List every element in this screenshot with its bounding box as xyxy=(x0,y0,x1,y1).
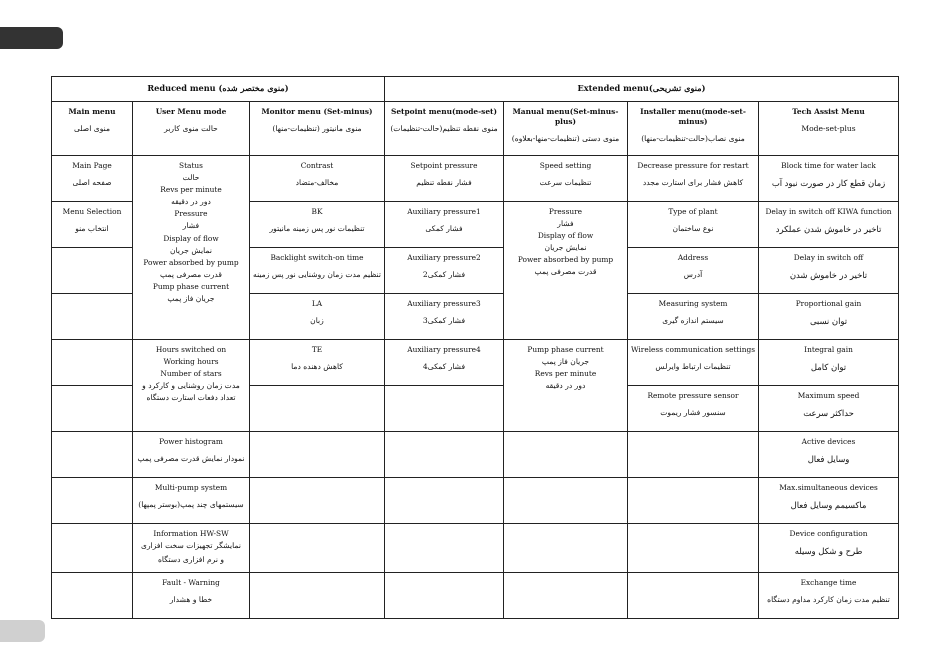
main-menu-empty-cell xyxy=(52,248,133,294)
user-status-cell: Status حالت Revs per minute دور در دقیقه Pressure فشار Display of flow نمایش جریان Power absorbed by pump قدرت مصرفی پمپ Pump phase current جریان فاز پمپ xyxy=(133,156,250,340)
extended-menu-header: Extended menu(منوی تشریحی) xyxy=(385,77,899,102)
tech-menu-cell: Delay in switch off KIWA function تاخیر در خاموش شدن عملکرد xyxy=(759,202,899,248)
tech-menu-cell: Active devices وسایل فعال xyxy=(759,432,899,478)
page-number-tab xyxy=(0,620,45,642)
col-setpoint-menu: Setpoint menu(mode-set) منوی نقطه تنظیم(حالت-تنظیمات) xyxy=(385,102,504,156)
tech-menu-cell: Max.simultaneous devices ماکسیمم وسایل فعال xyxy=(759,478,899,524)
user-menu-cell: Fault - Warning خطا و هشدار xyxy=(133,573,250,619)
tech-menu-cell: Maximum speed حداکثر سرعت xyxy=(759,386,899,432)
setpoint-menu-cell: Auxiliary pressure1 فشار کمکی xyxy=(385,202,504,248)
col-user-menu: User Menu mode حالت منوی کاربر xyxy=(133,102,250,156)
monitor-menu-empty-cell xyxy=(250,573,385,619)
installer-menu-cell: Measuring system سیستم اندازه گیری xyxy=(628,294,759,340)
manual-menu-empty-cell xyxy=(504,432,628,478)
col-monitor-menu: Monitor menu (Set-minus) منوی مانیتور (تنظیمات-منها) xyxy=(250,102,385,156)
setpoint-menu-empty-cell xyxy=(385,386,504,432)
installer-menu-cell: Type of plant نوع ساختمان xyxy=(628,202,759,248)
monitor-menu-cell: BK تنظیمات نور پس زمینه مانیتور xyxy=(250,202,385,248)
main-menu-empty-cell xyxy=(52,340,133,386)
monitor-menu-cell: Backlight switch-on time تنظیم مدت زمان روشنایی نور پس زمینه xyxy=(250,248,385,294)
installer-menu-empty-cell xyxy=(628,432,759,478)
manual-menu-empty-cell xyxy=(504,524,628,573)
main-menu-empty-cell xyxy=(52,386,133,432)
main-menu-empty-cell xyxy=(52,524,133,573)
installer-menu-empty-cell xyxy=(628,524,759,573)
monitor-menu-cell: LA زبان xyxy=(250,294,385,340)
main-menu-empty-cell xyxy=(52,478,133,524)
col-tech-menu: Tech Assist Menu Mode-set-plus xyxy=(759,102,899,156)
monitor-menu-empty-cell xyxy=(250,386,385,432)
installer-menu-cell: Remote pressure sensor سنسور فشار ریموت xyxy=(628,386,759,432)
menu-structure-table xyxy=(51,76,899,619)
monitor-menu-empty-cell xyxy=(250,524,385,573)
manual-menu-cell: Pressure فشار Display of flow نمایش جریان Power absorbed by pump قدرت مصرفی پمپ xyxy=(504,202,628,340)
setpoint-menu-empty-cell xyxy=(385,432,504,478)
tech-menu-cell: Integral gain توان کامل xyxy=(759,340,899,386)
manual-menu-cell: Speed setting تنظیمات سرعت xyxy=(504,156,628,202)
tech-menu-cell: Proportional gain توان نسبی xyxy=(759,294,899,340)
tech-menu-cell: Block time for water lack زمان قطع کار در صورت نبود آب xyxy=(759,156,899,202)
user-menu-cell: Multi-pump system سیستمهای چند پمپ(بوستر پمپها) xyxy=(133,478,250,524)
main-menu-empty-cell xyxy=(52,294,133,340)
user-menu-cell: Power histogram نمودار نمایش قدرت مصرفی پمپ xyxy=(133,432,250,478)
page-tab-marker xyxy=(0,27,63,49)
setpoint-menu-cell: Setpoint pressure فشار نقطه تنظیم xyxy=(385,156,504,202)
setpoint-menu-cell: Auxiliary pressure4 فشار کمکی4 xyxy=(385,340,504,386)
tech-menu-cell: Device configuration طرح و شکل وسیله xyxy=(759,524,899,573)
setpoint-menu-empty-cell xyxy=(385,573,504,619)
installer-menu-empty-cell xyxy=(628,478,759,524)
setpoint-menu-empty-cell xyxy=(385,478,504,524)
manual-menu-cell: Pump phase current جریان فاز پمپ Revs per minute دور در دقیقه xyxy=(504,340,628,432)
user-menu-cell: Information HW-SW نمایشگر تجهیزات سخت افزاری و نرم افزاری دستگاه xyxy=(133,524,250,573)
reduced-menu-header: Reduced menu (منوی مختصر شده) xyxy=(52,77,385,102)
main-menu-cell: Main Page صفحه اصلی xyxy=(52,156,133,202)
tech-menu-cell: Delay in switch off تاخیر در خاموش شدن xyxy=(759,248,899,294)
setpoint-menu-empty-cell xyxy=(385,524,504,573)
installer-menu-cell: Wireless communication settings تنظیمات ارتباط وایرلس xyxy=(628,340,759,386)
col-installer-menu: Installer menu(mode-set-minus) منوی نصاب(حالت-تنظیمات-منها) xyxy=(628,102,759,156)
monitor-menu-empty-cell xyxy=(250,478,385,524)
setpoint-menu-cell: Auxiliary pressure2 فشار کمکی2 xyxy=(385,248,504,294)
user-hours-cell: Hours switched on Working hours Number of stars مدت زمان روشنایی و کارکرد و تعداد دفعات استارت دستگاه xyxy=(133,340,250,432)
col-main-menu: Main menu منوی اصلی xyxy=(52,102,133,156)
main-menu-empty-cell xyxy=(52,573,133,619)
installer-menu-cell: Decrease pressure for restart کاهش فشار برای استارت مجدد xyxy=(628,156,759,202)
main-menu-cell: Menu Selection انتخاب منو xyxy=(52,202,133,248)
installer-menu-cell: Address آدرس xyxy=(628,248,759,294)
manual-menu-empty-cell xyxy=(504,478,628,524)
col-manual-menu: Manual menu(Set-minus-plus) منوی دستی (تنظیمات-منها-بعلاوه) xyxy=(504,102,628,156)
tech-menu-cell: Exchange time تنظیم مدت زمان کارکرد مداوم دستگاه xyxy=(759,573,899,619)
monitor-menu-empty-cell xyxy=(250,432,385,478)
main-menu-empty-cell xyxy=(52,432,133,478)
installer-menu-empty-cell xyxy=(628,573,759,619)
manual-menu-empty-cell xyxy=(504,573,628,619)
monitor-menu-cell: Contrast مخالف-متضاد xyxy=(250,156,385,202)
setpoint-menu-cell: Auxiliary pressure3 فشار کمکی3 xyxy=(385,294,504,340)
monitor-menu-cell: TE کاهش دهنده دما xyxy=(250,340,385,386)
